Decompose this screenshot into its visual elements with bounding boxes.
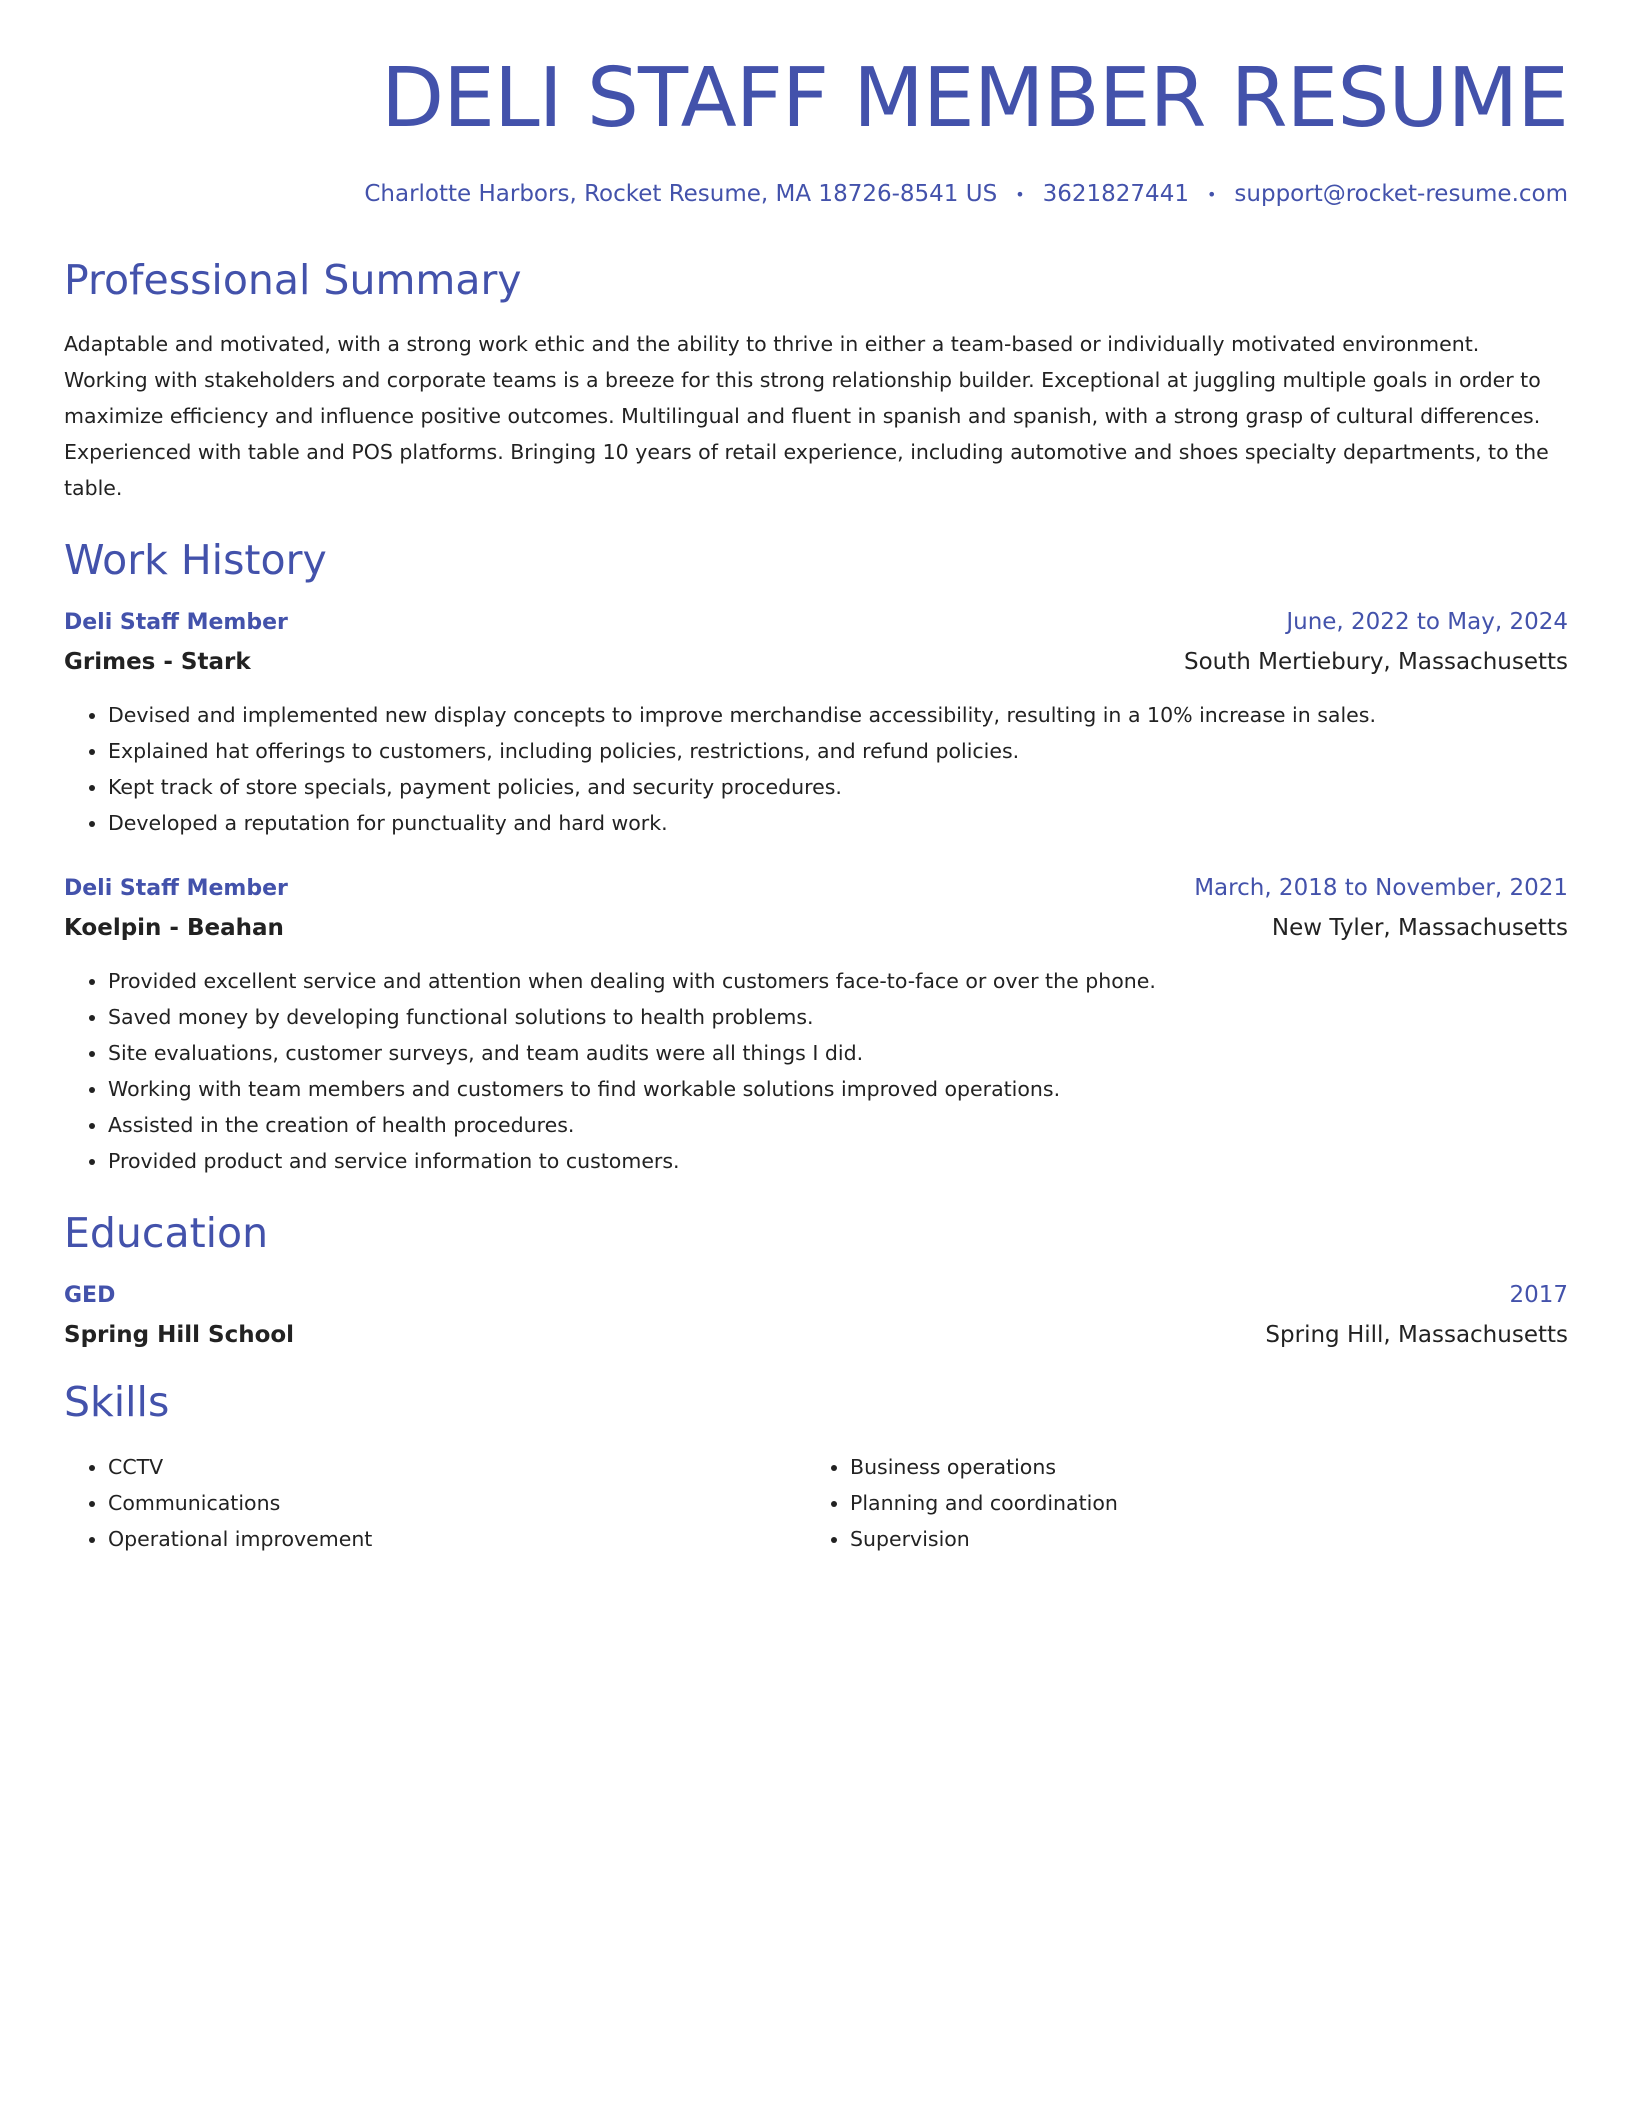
job-bullet: • Devised and implemented new display concepts to improve merchandise accessibility, resulting in a 10% increase in sales. bbox=[108, 697, 1568, 733]
section-title-education: Education bbox=[64, 1208, 269, 1257]
job-entry bbox=[64, 609, 1568, 841]
job-bullet: • Provided product and service information to customers. bbox=[108, 1143, 1568, 1179]
job-bullet: • Saved money by developing functional solutions to health problems. bbox=[108, 999, 1568, 1035]
contact-line bbox=[64, 180, 1568, 210]
job-bullet: • Kept track of store specials, payment policies, and security procedures. bbox=[108, 769, 1568, 805]
job-company: Koelpin - Beahan bbox=[64, 914, 284, 941]
section-title-work-history: Work History bbox=[64, 535, 327, 584]
skill-item: • Business operations bbox=[850, 1449, 1548, 1485]
job-bullets bbox=[64, 697, 1568, 841]
resume-header bbox=[64, 50, 1568, 210]
contact-separator: • bbox=[1015, 184, 1025, 204]
skill-item: • Communications bbox=[108, 1485, 806, 1521]
resume-title: DELI STAFF MEMBER RESUME bbox=[381, 51, 1568, 146]
contact-separator: • bbox=[1206, 184, 1217, 204]
education-year: 2017 bbox=[1509, 1282, 1568, 1309]
job-title: Deli Staff Member bbox=[64, 609, 288, 635]
job-bullet: • Explained hat offerings to customers, including policies, restrictions, and refund policies. bbox=[108, 733, 1568, 769]
job-entry bbox=[64, 875, 1568, 1179]
contact-email[interactable]: support@rocket-resume.com bbox=[1234, 181, 1568, 208]
job-bullet: • Site evaluations, customer surveys, and team audits were all things I did. bbox=[108, 1035, 1568, 1071]
education-degree: GED bbox=[64, 1283, 116, 1309]
job-bullet: • Developed a reputation for punctuality and hard work. bbox=[108, 805, 1568, 841]
skill-item: • Supervision bbox=[850, 1521, 1548, 1557]
job-title: Deli Staff Member bbox=[64, 875, 288, 901]
skill-item: • Operational improvement bbox=[108, 1521, 806, 1557]
education-location: Spring Hill, Massachusetts bbox=[1265, 1322, 1568, 1349]
job-bullets bbox=[64, 963, 1568, 1179]
skill-item: • Planning and coordination bbox=[850, 1485, 1548, 1521]
job-bullet: • Provided excellent service and attention when dealing with customers face-to-face or over the phone. bbox=[108, 963, 1568, 999]
job-company: Grimes - Stark bbox=[64, 648, 251, 675]
job-bullet: • Working with team members and customers to find workable solutions improved operations. bbox=[108, 1071, 1568, 1107]
job-location: New Tyler, Massachusetts bbox=[1271, 914, 1568, 941]
contact-address: Charlotte Harbors, Rocket Resume, MA 18726-8541 US bbox=[364, 181, 998, 208]
section-title-summary: Professional Summary bbox=[64, 256, 522, 305]
section-title-skills: Skills bbox=[64, 1378, 170, 1427]
education-entry bbox=[64, 1282, 1568, 1348]
skill-item: • CCTV bbox=[108, 1449, 806, 1485]
skills-grid bbox=[64, 1449, 1568, 1557]
job-bullet: • Assisted in the creation of health procedures. bbox=[108, 1107, 1568, 1143]
job-location: South Mertiebury, Massachusetts bbox=[1184, 648, 1568, 675]
skills-column-right bbox=[806, 1449, 1548, 1557]
skills-column-left bbox=[64, 1449, 806, 1557]
job-dates: March, 2018 to November, 2021 bbox=[1194, 874, 1568, 901]
job-dates: June, 2022 to May, 2024 bbox=[1286, 608, 1568, 635]
summary-text: Adaptable and motivated, with a strong work ethic and the ability to thrive in either a team-based or individually motivated environment. Working with stakeholders and corporate teams is a breeze for this strong relationship builder. Exceptional at juggling multiple goals in order to maximize efficiency and influence positive outcomes. Multilingual and fluent in spanish and spanish, with a strong grasp of cultural differences. Experienced with table and POS platforms. Bringing 10 years of retail experience, including automotive and shoes specialty departments, to the table. bbox=[64, 331, 1549, 500]
education-school: Spring Hill School bbox=[64, 1322, 295, 1349]
contact-phone: 3621827441 bbox=[1042, 181, 1189, 208]
